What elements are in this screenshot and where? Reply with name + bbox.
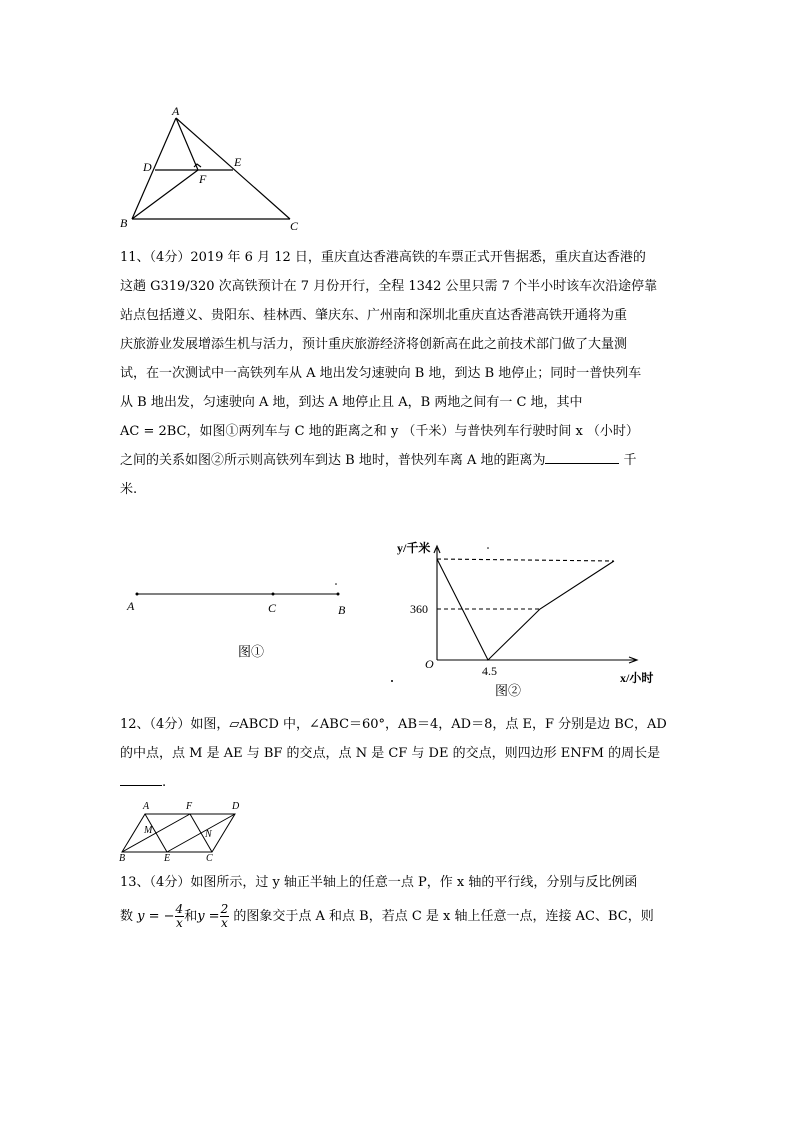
label-C: C: [290, 219, 299, 233]
label-D: D: [143, 160, 152, 174]
fig1-label-A: A: [127, 599, 135, 613]
para-label-E: E: [164, 853, 171, 864]
q11-line-6: 从 B 地出发，匀速驶向 A 地，到达 A 地停止且 A，B 两地之间有一 C 地，其中: [120, 395, 583, 410]
eq1-denominator: x: [175, 916, 183, 930]
fig2-xtick: 4.5: [482, 664, 497, 678]
q11-line-9: 米.: [120, 482, 138, 497]
q11-line-4: 庆旅游业发展增添生机与活力，预计重庆旅游经济将创新高在此之前技术部门做了大量测: [120, 337, 628, 352]
para-label-D: D: [232, 801, 240, 812]
q11-line-7: AC = 2BC，如图①两列车与 C 地的距离之和 y （千米）与普快列车行驶时间 x （小时）: [120, 424, 639, 439]
label-F: F: [199, 172, 207, 186]
q13-line-2: [120, 897, 680, 937]
para-label-F: F: [186, 801, 193, 812]
q12-period: .: [162, 775, 167, 790]
label-B: B: [120, 216, 128, 230]
fig2-origin: O: [425, 657, 434, 671]
q13-line-2-prefix: 数: [120, 909, 138, 924]
q11-line-5: 试，在一次测试中一高铁列车从 A 地出发匀速驶向 B 地，到达 B 地停止；同时一普快列车: [120, 366, 642, 381]
question-13: [120, 868, 680, 937]
eq-conjunction: 和: [184, 909, 198, 924]
fig1-label-C: C: [268, 601, 277, 615]
para-label-B: B: [119, 853, 126, 864]
eq1-fraction: [175, 903, 185, 930]
label-E: E: [234, 155, 242, 169]
q11-line-2: 这趟 G319/320 次高铁预计在 7 月份开行，全程 1342 公里只需 7 个半小时该车次沿途停靠: [120, 279, 658, 294]
para-label-N: N: [205, 829, 212, 840]
q13-line-2-suffix: 的图象交于点 A 和点 B，若点 C 是 x 轴上任意一点，连接 AC、BC，则: [229, 909, 654, 924]
fig2-caption: 图②: [495, 683, 522, 698]
q11-unit-part1: 千: [623, 453, 637, 468]
segment-FB: [122, 814, 190, 852]
segment-DE: [167, 814, 235, 852]
q13-line-1: 13、（4分）如图所示，过 y 轴正半轴上的任意一点 P，作 x 轴的平行线，分别与反比例函: [120, 875, 638, 890]
eq2-fraction: [220, 903, 230, 930]
fig2-xlabel: x/小时: [620, 671, 654, 685]
eq2-numerator: 2: [220, 902, 229, 916]
para-label-A: A: [143, 801, 150, 812]
parallelogram-ABCD: [122, 814, 235, 852]
eq1-numerator: 4: [175, 902, 184, 916]
q12-line-1: 12、（4分）如图，▱ABCD 中，∠ABC＝60°，AB＝4，AD＝8，点 E，F 分别是边 BC，AD: [120, 717, 667, 732]
fig1-caption: 图①: [238, 644, 265, 659]
eq1-lhs: y = −: [137, 909, 175, 924]
para-label-C: C: [206, 853, 213, 864]
eq2-lhs: y =: [197, 909, 220, 924]
q11-line-8-text: 之间的关系如图②所示则高铁列车到达 B 地时，普快列车离 A 地的距离为: [120, 453, 546, 468]
fig2-ylabel: y/千米: [397, 541, 431, 555]
q11-line-1: 11、（4分）2019 年 6 月 12 日，重庆直达香港高铁的车票正式开售据悉，重庆直达香港的: [120, 250, 646, 265]
label-A: A: [172, 104, 180, 118]
para-label-M: M: [144, 825, 153, 836]
q11-line-3: 站点包括遵义、贵阳东、桂林西、肇庆东、广州南和深圳北重庆直达香港高铁开通将为重: [120, 308, 628, 323]
fig1-label-B: B: [338, 603, 346, 617]
fig2-ytick: 360: [410, 602, 428, 616]
q12-line-2: 的中点，点 M 是 AE 与 BF 的交点，点 N 是 CF 与 DE 的交点，则四边形 ENFM 的周长是: [120, 746, 661, 761]
eq2-denominator: x: [221, 916, 228, 930]
